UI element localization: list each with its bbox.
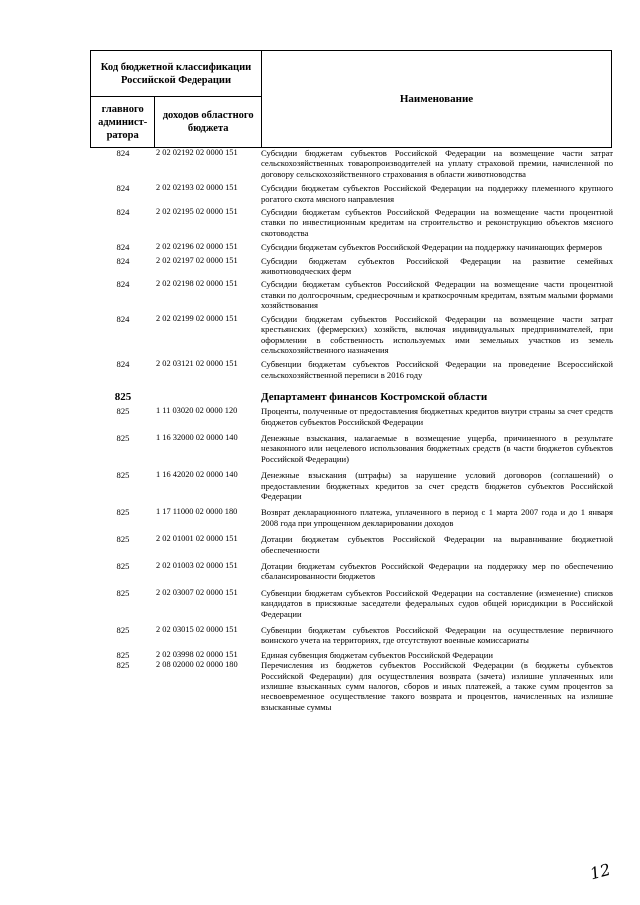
income-code: 2 02 01001 02 0000 151 xyxy=(156,534,238,544)
table-row xyxy=(90,207,613,238)
table-row xyxy=(90,660,613,712)
row-name: Субсидии бюджетам субъектов Российской Федерации на возмещение части затрат крестьянских (фермерских) хозяйств, включая индивидуальных предпринимателей, при оформлении в собственность используемых ими земельных участков из земель сельскохозяйственного назначения xyxy=(261,313,613,355)
table-row xyxy=(90,183,613,204)
income-code: 2 02 01003 02 0000 151 xyxy=(156,561,238,570)
table-row xyxy=(90,507,613,528)
table-row xyxy=(90,470,613,501)
income-code: 2 08 02000 02 0000 180 xyxy=(156,660,238,670)
table-row xyxy=(90,534,613,555)
table-row xyxy=(90,256,613,277)
income-code: 2 02 03121 02 0000 151 xyxy=(156,359,238,369)
row-name: Субвенции бюджетам субъектов Российской Федерации на проведение Всероссийской сельскохозяйственной переписи в 2016 году xyxy=(261,359,613,380)
department-row xyxy=(90,390,613,404)
income-code: 2 02 02195 02 0000 151 xyxy=(156,207,238,217)
row-name: Субсидии бюджетам субъектов Российской Федерации на поддержку начинающих фермеров xyxy=(261,242,603,253)
admin-code: 824 xyxy=(116,242,130,253)
row-name: Субсидии бюджетам субъектов Российской Федерации на поддержку племенного крупного рогатого скота мясного направления xyxy=(261,183,613,204)
row-name: Перечисления из бюджетов субъектов Российской Федерации (в бюджеты субъектов Российской Федерации) для осуществления возврата (зачета) излишне уплаченных или излишне взысканных сумм налогов, сборов и иных платежей, а также сумм процентов за несвоевременное осуществление такого возврата и процентов, начисленных на излишне взысканные суммы xyxy=(261,660,613,712)
income-code: 2 02 03998 02 0000 151 xyxy=(156,649,238,659)
admin-code: 825 xyxy=(116,470,130,481)
table-row xyxy=(90,625,613,646)
income-code: 2 02 02196 02 0000 151 xyxy=(156,242,238,252)
table-header xyxy=(90,50,612,148)
admin-code: 825 xyxy=(116,432,130,443)
admin-code: 824 xyxy=(116,148,130,158)
income-code: 1 11 03020 02 0000 120 xyxy=(156,406,238,416)
row-name: Дотации бюджетам субъектов Российской Федерации на выравнивание бюджетной обеспеченности xyxy=(261,534,613,555)
admin-code: 824 xyxy=(116,255,130,266)
handwritten-page-number: 12 xyxy=(587,859,613,884)
admin-code: 824 xyxy=(116,207,130,218)
admin-code: 824 xyxy=(116,279,130,290)
table-row xyxy=(90,433,613,464)
row-name: Субвенции бюджетам субъектов Российской Федерации на осуществление первичного воинского учета на территориях, где отсутствуют военные комиссариаты xyxy=(261,625,613,646)
table-row xyxy=(90,406,613,427)
table-row xyxy=(90,279,613,310)
row-name: Денежные взыскания, налагаемые в возмещение ущерба, причиненного в результате незаконного или нецелевого использования бюджетных средств (в части бюджетов субъектов Российской Федерации) xyxy=(261,432,613,464)
row-name: Субвенции бюджетам субъектов Российской Федерации на составление (изменение) списков кандидатов в присяжные заседатели федеральных судов общей юрисдикции в Российской Федерации xyxy=(261,587,613,619)
admin-code: 825 xyxy=(114,391,132,404)
table-row xyxy=(90,588,613,619)
admin-column-header: главного админист-ратора xyxy=(91,97,155,148)
income-code: 1 16 32000 02 0000 140 xyxy=(156,432,238,442)
row-name: Субсидии бюджетам субъектов Российской Федерации на развитие семейных животноводческих ферм xyxy=(261,255,613,277)
table-row xyxy=(90,650,613,660)
income-code: 2 02 02197 02 0000 151 xyxy=(156,255,238,265)
admin-code: 824 xyxy=(116,183,130,194)
table-row xyxy=(90,359,613,380)
classification-group-header: Код бюджетной классификации Российской Федерации xyxy=(91,51,262,97)
admin-code: 825 xyxy=(116,534,130,545)
admin-code: 825 xyxy=(116,561,130,571)
income-code: 2 02 03007 02 0000 151 xyxy=(156,587,238,597)
name-column-header: Наименование xyxy=(262,51,612,148)
row-name: Дотации бюджетам субъектов Российской Федерации на поддержку мер по обеспечению сбалансированности бюджетов xyxy=(261,561,613,582)
admin-code: 825 xyxy=(116,406,130,417)
row-name: Проценты, полученные от предоставления бюджетных кредитов внутри страны за счет средств бюджетов субъектов Российской Федерации xyxy=(261,406,613,427)
department-title: Департамент финансов Костромской области xyxy=(261,391,488,404)
table-row xyxy=(90,561,613,582)
income-code: 1 17 11000 02 0000 180 xyxy=(156,507,238,517)
income-code: 1 16 42020 02 0000 140 xyxy=(156,470,238,480)
row-name: Единая субвенция бюджетам субъектов Российской Федерации xyxy=(261,649,493,660)
income-code: 2 02 02193 02 0000 151 xyxy=(156,183,238,193)
table-row xyxy=(90,148,613,179)
row-name: Возврат декларационного платежа, уплаченного в период с 1 марта 2007 года и до 1 января 2008 года при упрощенном декларировании доходов xyxy=(261,507,613,528)
table-row xyxy=(90,242,613,252)
row-name: Субсидии бюджетам субъектов Российской Федерации на возмещение части процентной ставки по инвестиционным кредитам на строительство и реконструкцию объектов мясного скотоводства xyxy=(261,207,613,238)
admin-code: 825 xyxy=(116,660,130,671)
admin-code: 825 xyxy=(116,507,130,518)
admin-code: 825 xyxy=(116,587,130,598)
income-code: 2 02 03015 02 0000 151 xyxy=(156,625,238,635)
admin-code: 824 xyxy=(116,359,130,370)
table-row xyxy=(90,314,613,356)
admin-code: 825 xyxy=(116,649,130,660)
income-code: 2 02 02198 02 0000 151 xyxy=(156,279,238,289)
income-column-header: доходов областного бюджета xyxy=(155,97,262,148)
row-name: Денежные взыскания (штрафы) за нарушение условий договоров (соглашений) о предоставлении бюджетных кредитов за счет средств бюджетов субъектов Российской Федерации xyxy=(261,470,613,501)
admin-code: 824 xyxy=(116,313,130,324)
table-body xyxy=(90,148,613,712)
row-name: Субсидии бюджетам субъектов Российской Федерации на возмещение части затрат сельскохозяйственных товаропроизводителей на уплату страховой премии, начисленной по договору сельскохозяйственного страхования в области животноводства xyxy=(261,148,613,179)
admin-code: 825 xyxy=(116,625,130,636)
income-code: 2 02 02199 02 0000 151 xyxy=(156,313,238,323)
income-code: 2 02 02192 02 0000 151 xyxy=(156,148,238,157)
row-name: Субсидии бюджетам субъектов Российской Федерации на возмещение части процентной ставки по долгосрочным, среднесрочным и краткосрочным кредитам, взятым малыми формами хозяйствования xyxy=(261,279,613,311)
income-code xyxy=(156,390,261,404)
